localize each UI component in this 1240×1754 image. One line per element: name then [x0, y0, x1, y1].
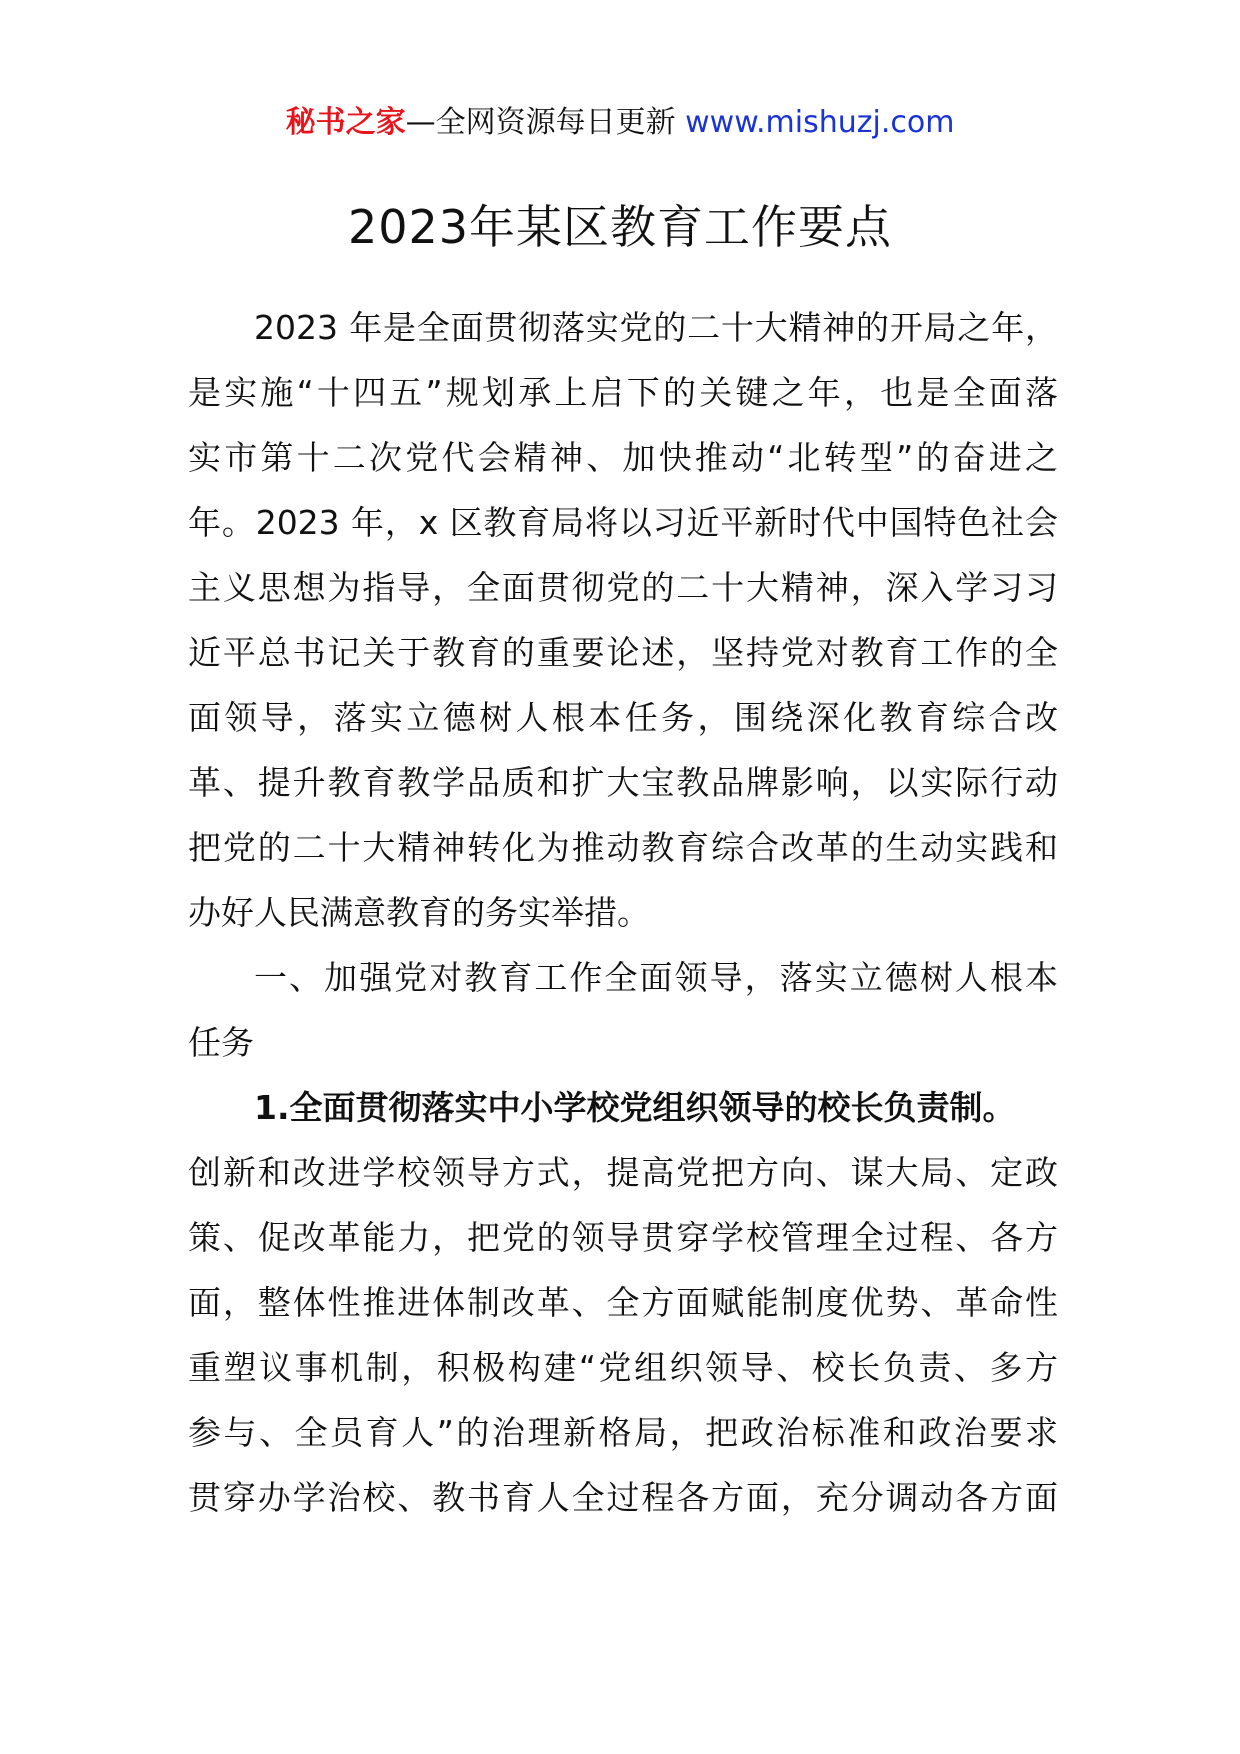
site-header — [0, 101, 1240, 145]
subsection-heading: 1.全面贯彻落实中小学校党组织领导的校长负责制。 — [254, 1088, 1016, 1127]
paragraph-line: 近平总书记关于教育的重要论述，坚持党对教育工作的全 — [188, 633, 1058, 672]
site-url-link[interactable]: www.mishuzj.com — [685, 105, 955, 140]
section-heading-line: 任务 — [188, 1023, 254, 1062]
paragraph-line: 面，整体性推进体制改革、全方面赋能制度优势、革命性 — [188, 1283, 1058, 1322]
paragraph-line: 把党的二十大精神转化为推动教育综合改革的生动实践和 — [188, 828, 1058, 867]
document-title: 2023年某区教育工作要点 — [347, 200, 893, 254]
paragraph-line: 策、促改革能力，把党的领导贯穿学校管理全过程、各方 — [188, 1218, 1058, 1257]
paragraph-line: 创新和改进学校领导方式，提高党把方向、谋大局、定政 — [188, 1153, 1058, 1192]
paragraph-line: 参与、全员育人”的治理新格局，把政治标准和政治要求 — [188, 1413, 1058, 1452]
paragraph-line: 重塑议事机制，积极构建“党组织领导、校长负责、多方 — [188, 1348, 1058, 1387]
paragraph-line: 办好人民满意教育的务实举措。 — [188, 893, 650, 932]
paragraph-line: 年。2023 年，x 区教育局将以习近平新时代中国特色社会 — [188, 503, 1058, 542]
brand-name: 秘书之家 — [285, 105, 406, 140]
section-heading-line: 一、加强党对教育工作全面领导，落实立德树人根本 — [254, 958, 1058, 997]
paragraph-line: 是实施“十四五”规划承上启下的关键之年，也是全面落 — [188, 373, 1058, 412]
header-slogan: —全网资源每日更新 — [405, 105, 686, 140]
paragraph-line: 贯穿办学治校、教书育人全过程各方面，充分调动各方面 — [188, 1478, 1058, 1517]
paragraph-line: 2023 年是全面贯彻落实党的二十大精神的开局之年， — [254, 308, 1058, 347]
paragraph-line: 实市第十二次党代会精神、加快推动“北转型”的奋进之 — [188, 438, 1058, 477]
document-body — [188, 295, 1058, 1530]
paragraph-line: 面领导，落实立德树人根本任务，围绕深化教育综合改 — [188, 698, 1058, 737]
paragraph-line: 主义思想为指导，全面贯彻党的二十大精神，深入学习习 — [188, 568, 1058, 607]
paragraph-line: 革、提升教育教学品质和扩大宝教品牌影响，以实际行动 — [188, 763, 1058, 802]
